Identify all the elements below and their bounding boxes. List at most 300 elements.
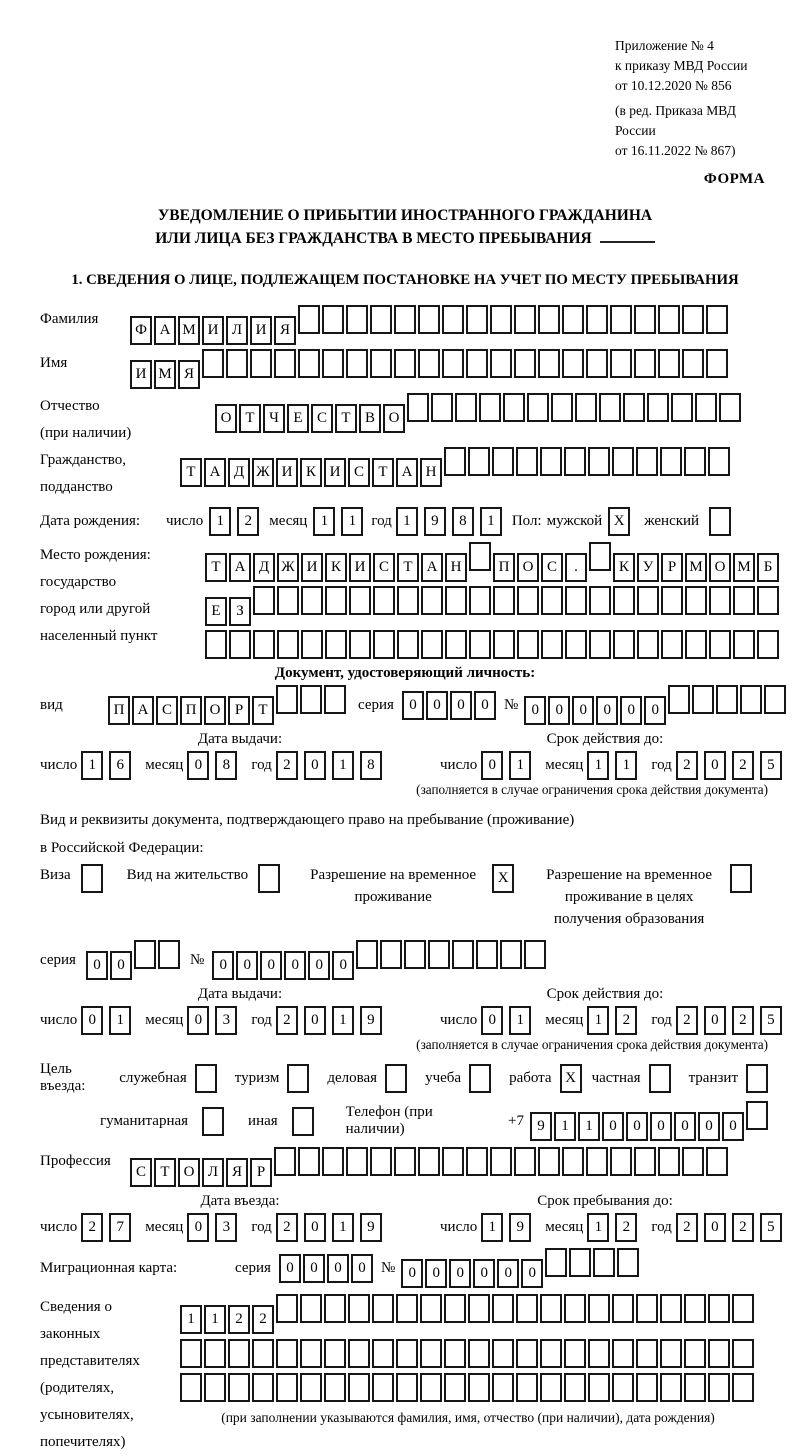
char-cell: 9 bbox=[360, 1006, 382, 1035]
residence-series-row bbox=[40, 940, 770, 980]
char-cell: Я bbox=[178, 360, 200, 389]
char-cell: X bbox=[560, 1064, 582, 1093]
char-cell: Е bbox=[205, 597, 227, 626]
month-label: месяц bbox=[145, 757, 184, 773]
purpose-work-checkbox bbox=[560, 1064, 584, 1093]
char-cell bbox=[421, 630, 443, 659]
char-cell: 1 bbox=[587, 1213, 609, 1242]
char-cell: 7 bbox=[109, 1213, 131, 1242]
char-cell bbox=[445, 586, 467, 615]
section1-title: 1. СВЕДЕНИЯ О ЛИЦЕ, ПОДЛЕЖАЩЕМ ПОСТАНОВКЕ НА УЧЕТ ПО МЕСТУ ПРЕБЫВАНИЯ bbox=[71, 272, 739, 288]
purpose-business-label: деловая bbox=[327, 1069, 378, 1086]
identity-doc-heading: Документ, удостоверяющий личность: bbox=[274, 665, 536, 681]
option-temp-residence bbox=[304, 864, 516, 908]
char-cell bbox=[394, 1147, 416, 1176]
char-cell: 0 bbox=[304, 1006, 326, 1035]
char-cell: 0 bbox=[351, 1254, 373, 1283]
char-cell: И bbox=[130, 360, 152, 389]
char-cell: 1 bbox=[341, 507, 363, 536]
char-cell: 2 bbox=[81, 1213, 103, 1242]
char-cell: Я bbox=[274, 316, 296, 345]
char-cell: 1 bbox=[204, 1305, 226, 1334]
char-cell: Ж bbox=[252, 458, 274, 487]
residence-issue-year-cells bbox=[276, 1006, 388, 1035]
char-cell bbox=[623, 393, 645, 422]
char-cell bbox=[719, 393, 741, 422]
header-line: Приложение № 4 bbox=[615, 38, 714, 53]
series-label: серия bbox=[235, 1259, 271, 1276]
purpose-label: Цель въезда: bbox=[40, 1061, 86, 1094]
char-cell: 0 bbox=[644, 696, 666, 725]
char-cell bbox=[397, 586, 419, 615]
char-cell bbox=[540, 1339, 562, 1368]
char-cell: А bbox=[204, 458, 226, 487]
char-cell bbox=[348, 1294, 370, 1323]
sex-label: Пол: bbox=[511, 513, 542, 529]
form-title-line2: ИЛИ ЛИЦА БЕЗ ГРАЖДАНСТВА В МЕСТО ПРЕБЫВАНИЯ bbox=[40, 227, 770, 250]
identity-valid-year-cells bbox=[676, 751, 788, 780]
char-cell bbox=[637, 630, 659, 659]
char-cell: 0 bbox=[402, 691, 424, 720]
residence-doc-intro: Вид и реквизиты документа, подтверждающего право на пребывание (проживание) в Российской Федерации: bbox=[40, 812, 575, 856]
char-cell: 2 bbox=[676, 751, 698, 780]
char-cell bbox=[258, 864, 280, 893]
char-cell bbox=[685, 586, 707, 615]
char-cell bbox=[634, 349, 656, 378]
char-cell: О bbox=[204, 696, 226, 725]
char-cell bbox=[684, 1294, 706, 1323]
char-cell bbox=[538, 349, 560, 378]
char-cell: 0 bbox=[704, 1006, 726, 1035]
char-cell: 2 bbox=[252, 1305, 274, 1334]
birth-month-cells bbox=[313, 507, 369, 536]
char-cell bbox=[514, 305, 536, 334]
char-cell: 0 bbox=[704, 1213, 726, 1242]
char-cell bbox=[421, 586, 443, 615]
name-row bbox=[40, 349, 770, 389]
char-cell bbox=[634, 1147, 656, 1176]
char-cell bbox=[540, 447, 562, 476]
char-cell: И bbox=[202, 316, 224, 345]
char-cell bbox=[276, 1373, 298, 1402]
char-cell bbox=[612, 1294, 634, 1323]
char-cell: А bbox=[396, 458, 418, 487]
char-cell: 2 bbox=[732, 1213, 754, 1242]
char-cell bbox=[492, 1373, 514, 1402]
char-cell bbox=[503, 393, 525, 422]
header-line: от 10.12.2020 № 856 bbox=[615, 78, 732, 93]
birth-place-cells bbox=[205, 542, 781, 663]
char-cell bbox=[706, 349, 728, 378]
char-cell: К bbox=[613, 553, 635, 582]
char-cell bbox=[610, 305, 632, 334]
char-cell: 9 bbox=[530, 1112, 552, 1141]
day-label: число bbox=[40, 1012, 78, 1028]
char-cell: 2 bbox=[228, 1305, 250, 1334]
char-cell: И bbox=[301, 553, 323, 582]
char-cell bbox=[599, 393, 621, 422]
stay-until-heading: Срок пребывания до: bbox=[537, 1193, 673, 1209]
representatives-note: (при заполнении указываются фамилия, имя, отчество (при наличии), дата рождения) bbox=[221, 1410, 715, 1425]
char-cell: 1 bbox=[109, 1006, 131, 1035]
migration-card-label: Миграционная карта: bbox=[40, 1259, 178, 1276]
char-cell bbox=[682, 1147, 704, 1176]
month-label: месяц bbox=[545, 1012, 584, 1028]
char-cell bbox=[396, 1339, 418, 1368]
char-cell: 0 bbox=[620, 696, 642, 725]
char-cell: 1 bbox=[587, 1006, 609, 1035]
char-cell bbox=[372, 1294, 394, 1323]
char-cell bbox=[195, 1064, 217, 1093]
char-cell: 0 bbox=[81, 1006, 103, 1035]
year-label: год bbox=[651, 1219, 672, 1235]
stay-day-cells bbox=[481, 1213, 537, 1242]
char-cell bbox=[298, 1147, 320, 1176]
char-cell bbox=[469, 586, 491, 615]
char-cell bbox=[709, 630, 731, 659]
sex-female-checkbox bbox=[709, 507, 733, 536]
char-cell bbox=[612, 1373, 634, 1402]
char-cell bbox=[746, 1064, 768, 1093]
purpose-work-label: работа bbox=[509, 1069, 552, 1086]
surname-row bbox=[40, 305, 770, 345]
char-cell bbox=[516, 1373, 538, 1402]
char-cell bbox=[764, 685, 786, 714]
entry-month-cells bbox=[187, 1213, 243, 1242]
char-cell: 2 bbox=[276, 1006, 298, 1035]
char-cell: Т bbox=[205, 553, 227, 582]
char-cell bbox=[444, 1294, 466, 1323]
char-cell bbox=[276, 685, 298, 714]
char-cell: Т bbox=[180, 458, 202, 487]
char-cell bbox=[253, 586, 275, 615]
char-cell: 2 bbox=[676, 1213, 698, 1242]
char-cell: 9 bbox=[360, 1213, 382, 1242]
char-cell bbox=[746, 1101, 768, 1130]
char-cell: Д bbox=[228, 458, 250, 487]
char-cell bbox=[586, 305, 608, 334]
char-cell: Ж bbox=[277, 553, 299, 582]
char-cell: А bbox=[132, 696, 154, 725]
char-cell: 1 bbox=[180, 1305, 202, 1334]
char-cell bbox=[324, 1373, 346, 1402]
char-cell: О bbox=[517, 553, 539, 582]
char-cell: У bbox=[637, 553, 659, 582]
char-cell: 8 bbox=[452, 507, 474, 536]
identity-valid-month-cells bbox=[587, 751, 643, 780]
char-cell bbox=[610, 349, 632, 378]
entry-date bbox=[40, 1213, 440, 1242]
migration-series-cells bbox=[279, 1254, 375, 1283]
char-cell bbox=[479, 393, 501, 422]
char-cell: 1 bbox=[480, 507, 502, 536]
char-cell: Ч bbox=[263, 404, 285, 433]
char-cell bbox=[562, 349, 584, 378]
char-cell bbox=[612, 1339, 634, 1368]
char-cell bbox=[492, 1294, 514, 1323]
char-cell bbox=[617, 1248, 639, 1277]
char-cell bbox=[300, 1294, 322, 1323]
identity-doc-row bbox=[40, 685, 770, 725]
birth-place-row bbox=[40, 542, 773, 663]
char-cell bbox=[588, 1373, 610, 1402]
char-cell bbox=[431, 393, 453, 422]
year-label: год bbox=[251, 757, 272, 773]
header-line: (в ред. Приказа МВД России bbox=[615, 103, 736, 138]
char-cell bbox=[420, 1294, 442, 1323]
char-cell bbox=[468, 447, 490, 476]
char-cell bbox=[564, 1373, 586, 1402]
purpose-business-checkbox bbox=[385, 1064, 409, 1093]
char-cell: 0 bbox=[521, 1259, 543, 1288]
char-cell: 0 bbox=[548, 696, 570, 725]
char-cell bbox=[469, 630, 491, 659]
migration-number-cells bbox=[401, 1248, 641, 1288]
char-cell bbox=[565, 586, 587, 615]
char-cell bbox=[418, 1147, 440, 1176]
char-cell bbox=[228, 1373, 250, 1402]
char-cell: 0 bbox=[474, 691, 496, 720]
char-cell bbox=[668, 685, 690, 714]
char-cell bbox=[492, 1339, 514, 1368]
char-cell bbox=[682, 349, 704, 378]
char-cell: 0 bbox=[110, 951, 132, 980]
char-cell bbox=[274, 1147, 296, 1176]
char-cell bbox=[229, 630, 251, 659]
char-cell: С bbox=[130, 1158, 152, 1187]
char-cell bbox=[733, 586, 755, 615]
char-cell bbox=[684, 1373, 706, 1402]
char-cell bbox=[740, 685, 762, 714]
char-cell: 0 bbox=[303, 1254, 325, 1283]
option-residence-permit bbox=[127, 864, 282, 893]
char-cell bbox=[372, 1339, 394, 1368]
sex-male-checkbox bbox=[608, 507, 632, 536]
char-cell: 0 bbox=[187, 751, 209, 780]
identity-issue-heading: Дата выдачи: bbox=[197, 731, 283, 747]
char-cell bbox=[732, 1339, 754, 1368]
forma-label: ФОРМА bbox=[703, 171, 765, 187]
representatives-row3-cells bbox=[180, 1373, 756, 1402]
char-cell: . bbox=[565, 553, 587, 582]
char-cell: 2 bbox=[276, 751, 298, 780]
residence-permit-checkbox bbox=[258, 864, 282, 893]
char-cell: А bbox=[154, 316, 176, 345]
char-cell bbox=[301, 630, 323, 659]
profession-label: Профессия bbox=[40, 1153, 111, 1169]
residence-issue-date bbox=[40, 1006, 440, 1035]
char-cell: 0 bbox=[674, 1112, 696, 1141]
char-cell bbox=[322, 349, 344, 378]
char-cell bbox=[158, 940, 180, 969]
char-cell bbox=[346, 349, 368, 378]
char-cell bbox=[588, 1339, 610, 1368]
patronymic-row bbox=[40, 393, 770, 447]
char-cell: 3 bbox=[215, 1213, 237, 1242]
char-cell bbox=[636, 1373, 658, 1402]
stay-year-cells bbox=[676, 1213, 788, 1242]
char-cell bbox=[325, 630, 347, 659]
char-cell bbox=[445, 630, 467, 659]
series-label: серия bbox=[40, 951, 76, 968]
char-cell: 0 bbox=[308, 951, 330, 980]
char-cell: Л bbox=[226, 316, 248, 345]
char-cell: Р bbox=[228, 696, 250, 725]
char-cell: И bbox=[276, 458, 298, 487]
char-cell: 0 bbox=[450, 691, 472, 720]
char-cell bbox=[649, 1064, 671, 1093]
citizenship-row bbox=[40, 447, 770, 501]
year-label: год bbox=[251, 1219, 272, 1235]
char-cell: Т bbox=[239, 404, 261, 433]
char-cell: 1 bbox=[554, 1112, 576, 1141]
char-cell bbox=[418, 349, 440, 378]
char-cell bbox=[202, 349, 224, 378]
char-cell bbox=[301, 586, 323, 615]
char-cell bbox=[180, 1339, 202, 1368]
char-cell bbox=[476, 940, 498, 969]
name-cells bbox=[130, 349, 730, 389]
identity-type-label: вид bbox=[40, 696, 63, 713]
char-cell: И bbox=[250, 316, 272, 345]
char-cell: 1 bbox=[615, 751, 637, 780]
temp-residence-checkbox bbox=[492, 864, 516, 893]
char-cell: С bbox=[373, 553, 395, 582]
char-cell: О bbox=[178, 1158, 200, 1187]
phone-label: Телефон (при наличии) bbox=[345, 1104, 433, 1137]
char-cell bbox=[469, 542, 491, 571]
purpose-private-label: частная bbox=[591, 1069, 641, 1086]
char-cell: 5 bbox=[760, 1213, 782, 1242]
identity-number-cells bbox=[524, 685, 788, 725]
char-cell: 0 bbox=[596, 696, 618, 725]
char-cell bbox=[708, 1339, 730, 1368]
char-cell: С bbox=[541, 553, 563, 582]
char-cell: 2 bbox=[732, 751, 754, 780]
char-cell: Н bbox=[420, 458, 442, 487]
char-cell: Я bbox=[226, 1158, 248, 1187]
month-label: месяц bbox=[145, 1219, 184, 1235]
char-cell: 0 bbox=[473, 1259, 495, 1288]
identity-issue-date bbox=[40, 751, 440, 780]
char-cell bbox=[516, 447, 538, 476]
char-cell: 8 bbox=[360, 751, 382, 780]
char-cell bbox=[370, 305, 392, 334]
char-cell: 2 bbox=[276, 1213, 298, 1242]
char-cell: 0 bbox=[572, 696, 594, 725]
sex-male-label: мужской bbox=[546, 513, 603, 529]
char-cell bbox=[540, 1373, 562, 1402]
birth-place-row2-cells bbox=[205, 586, 781, 626]
char-cell bbox=[545, 1248, 567, 1277]
char-cell bbox=[346, 1147, 368, 1176]
char-cell bbox=[466, 1147, 488, 1176]
char-cell: 1 bbox=[578, 1112, 600, 1141]
char-cell bbox=[370, 1147, 392, 1176]
char-cell bbox=[716, 685, 738, 714]
char-cell: 1 bbox=[209, 507, 231, 536]
char-cell bbox=[385, 1064, 407, 1093]
char-cell: И bbox=[349, 553, 371, 582]
char-cell: 1 bbox=[332, 1213, 354, 1242]
day-label: число bbox=[166, 513, 204, 529]
char-cell bbox=[442, 305, 464, 334]
char-cell: Р bbox=[661, 553, 683, 582]
representatives-row2-cells bbox=[180, 1339, 756, 1368]
residence-issue-day-cells bbox=[81, 1006, 137, 1035]
char-cell bbox=[180, 1373, 202, 1402]
option-temp-residence-education bbox=[538, 864, 754, 930]
day-label: число bbox=[40, 757, 78, 773]
year-label: год bbox=[651, 1012, 672, 1028]
char-cell bbox=[346, 305, 368, 334]
char-cell: 0 bbox=[497, 1259, 519, 1288]
char-cell bbox=[292, 1107, 314, 1136]
header-reference-block bbox=[615, 36, 770, 161]
residence-valid-heading: Срок действия до: bbox=[546, 986, 664, 1002]
char-cell bbox=[276, 1339, 298, 1368]
day-label: число bbox=[440, 757, 478, 773]
char-cell: 0 bbox=[236, 951, 258, 980]
char-cell bbox=[569, 1248, 591, 1277]
patronymic-label: Отчество (при наличии) bbox=[40, 398, 132, 441]
citizenship-cells bbox=[180, 447, 732, 487]
patronymic-cells bbox=[215, 393, 743, 433]
char-cell bbox=[469, 1064, 491, 1093]
char-cell bbox=[636, 1339, 658, 1368]
year-label: год bbox=[251, 1012, 272, 1028]
char-cell bbox=[613, 586, 635, 615]
char-cell bbox=[564, 1339, 586, 1368]
char-cell bbox=[444, 1373, 466, 1402]
char-cell bbox=[551, 393, 573, 422]
char-cell: 1 bbox=[332, 1006, 354, 1035]
char-cell bbox=[661, 630, 683, 659]
char-cell: X bbox=[492, 864, 514, 893]
char-cell bbox=[396, 1294, 418, 1323]
birth-year-cells bbox=[396, 507, 508, 536]
char-cell: 0 bbox=[401, 1259, 423, 1288]
char-cell: 0 bbox=[602, 1112, 624, 1141]
char-cell bbox=[660, 1294, 682, 1323]
char-cell bbox=[490, 349, 512, 378]
char-cell bbox=[514, 1147, 536, 1176]
profession-row bbox=[40, 1147, 770, 1187]
char-cell bbox=[684, 447, 706, 476]
char-cell bbox=[671, 393, 693, 422]
char-cell: 1 bbox=[81, 751, 103, 780]
birth-date-row bbox=[40, 507, 770, 536]
purpose-tourism-label: туризм bbox=[234, 1069, 280, 1086]
day-label: число bbox=[40, 1219, 78, 1235]
char-cell bbox=[541, 630, 563, 659]
char-cell bbox=[81, 864, 103, 893]
char-cell bbox=[468, 1294, 490, 1323]
char-cell: 1 bbox=[509, 751, 531, 780]
temp-residence-education-checkbox bbox=[730, 864, 754, 893]
visa-checkbox bbox=[81, 864, 105, 893]
char-cell bbox=[420, 1373, 442, 1402]
birth-place-label: Место рождения: государство город или другой населенный пункт bbox=[40, 547, 158, 644]
char-cell bbox=[407, 393, 429, 422]
char-cell bbox=[276, 1294, 298, 1323]
char-cell: Р bbox=[250, 1158, 272, 1187]
representatives-block bbox=[40, 1294, 770, 1456]
char-cell bbox=[468, 1373, 490, 1402]
char-cell bbox=[250, 349, 272, 378]
char-cell: 1 bbox=[587, 751, 609, 780]
char-cell bbox=[658, 349, 680, 378]
